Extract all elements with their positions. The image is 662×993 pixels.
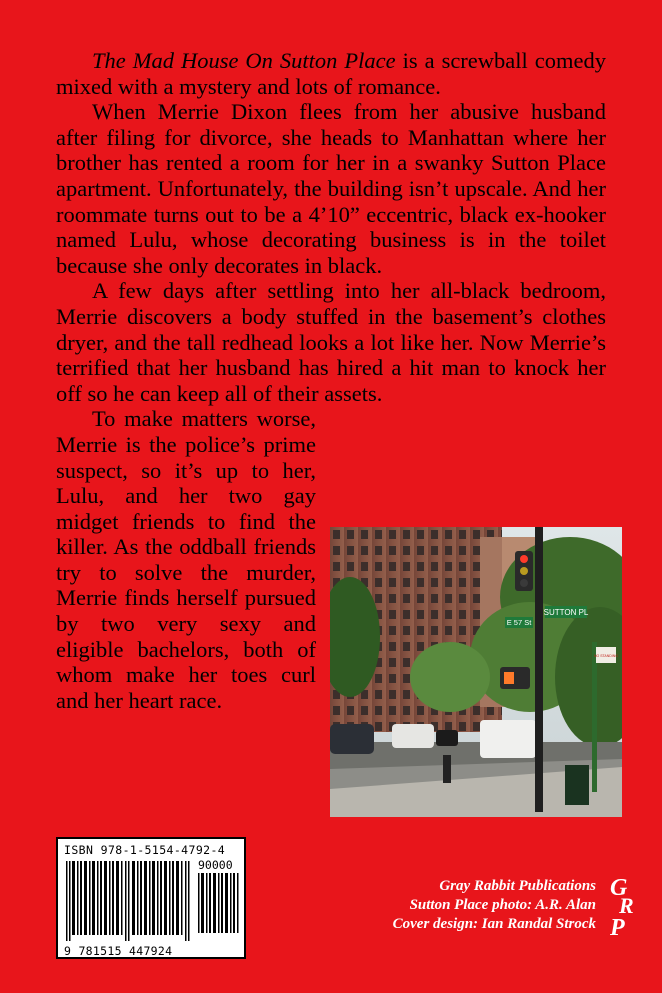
logo-p: P (610, 915, 625, 941)
photo-credit: Sutton Place photo: A.R. Alan (409, 897, 596, 913)
price-barcode-bars (198, 873, 240, 933)
credits-block (393, 877, 596, 934)
publisher-logo (604, 873, 644, 945)
isbn-number: ISBN 978-1-5154-4792-4 (64, 843, 226, 857)
no-standing-sign: NO STANDING (593, 654, 619, 658)
street-sign-sutton: SUTTON PL (543, 608, 589, 617)
blurb-paragraph: To make matters worse, Merrie is the police’s prime suspect, so it’s up to her, Lulu, and her two gay midget friends to find the killer. As the oddball friends try to solve the murder, Merrie finds herself pursued by two very sexy and eligible bachelors, both of whom make her toes curl and her heart race. (56, 406, 606, 713)
isbn-barcode (56, 837, 246, 959)
publisher-name: Gray Rabbit Publications (439, 878, 596, 894)
blurb-paragraph: When Merrie Dixon flees from her abusive husband after filing for divorce, she heads to Manhattan where her brother has rented a room for her in a swanky Sutton Place apartment. Unfortunately, the building isn’t upscale. And her roommate turns out to be a 4’10” eccentric, black ex-hooker named Lulu, whose decorating business is in the toilet because she only decorates in black. (56, 99, 606, 278)
barcode-bars (66, 861, 194, 941)
logo-g: G (610, 875, 628, 901)
sutton-place-photo (330, 527, 622, 817)
barcode-digits: 9 781515 447924 (64, 944, 173, 958)
price-code: 90000 (198, 858, 233, 872)
cover-design-credit: Cover design: Ian Randal Strock (392, 916, 596, 932)
blurb-paragraph: A few days after settling into her all-black bedroom, Merrie discovers a body stuffed in the basement’s clothes dryer, and the tall redhead looks a lot like her. Now Merrie’s terrified that her husband has hired a hit man to knock her off so he can keep all of their assets. (56, 278, 606, 406)
street-sign-57th: E 57 St (506, 618, 532, 627)
blurb-paragraph: The Mad House On Sutton Place is a screwball comedy mixed with a mystery and lots of romance. (56, 48, 606, 99)
book-title: The Mad House On Sutton Place (92, 48, 396, 73)
logo-r: R (619, 893, 634, 918)
